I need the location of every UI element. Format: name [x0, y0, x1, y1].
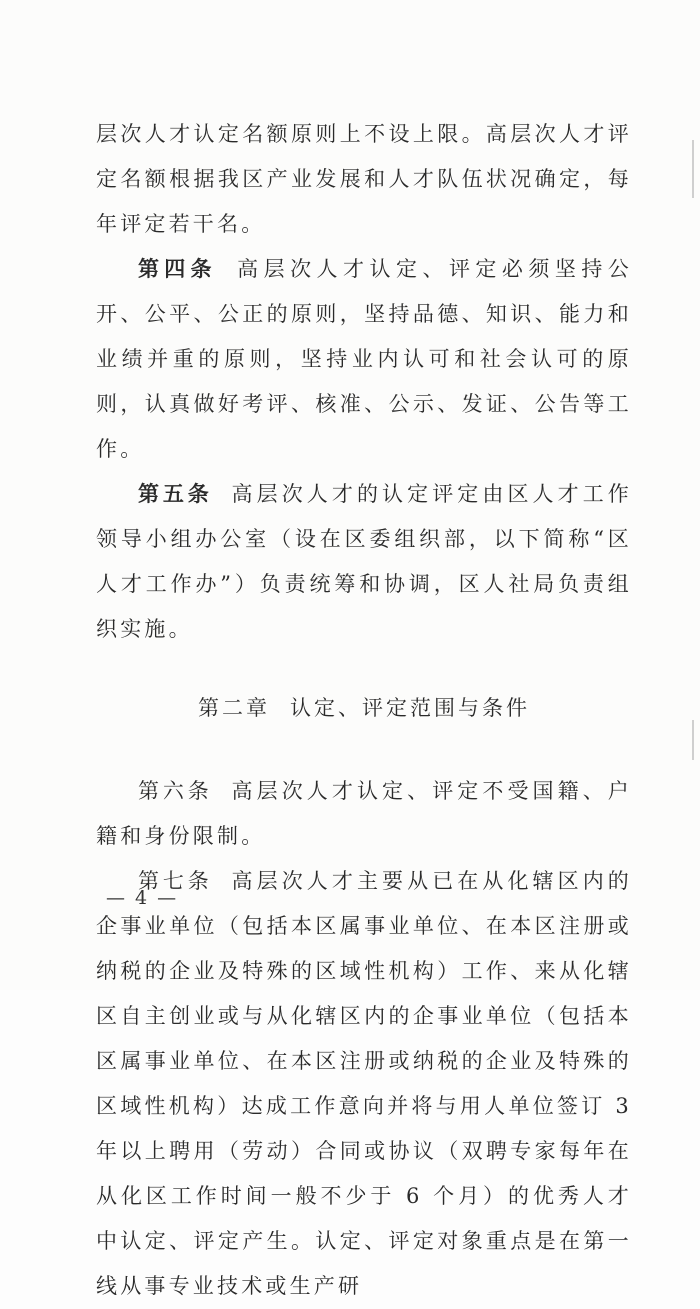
scan-edge-mark	[692, 140, 694, 198]
paragraph-text: 高层次人才认定、评定不受国籍、户籍和身份限制。	[96, 779, 632, 848]
page-number: — 4 —	[106, 887, 179, 909]
document-body	[96, 112, 632, 1309]
article-number: 第五条	[138, 482, 213, 506]
paragraph-continued	[96, 112, 632, 247]
paragraph-text: 高层次人才认定、评定必须坚持公开、公平、公正的原则，坚持品德、知识、能力和业绩并重的原则，坚持业内认可和社会认可的原则，认真做好考评、核准、公示、发证、公告等工作。	[96, 257, 633, 461]
article-7	[96, 859, 632, 1309]
article-number: 第七条	[138, 869, 213, 893]
chapter-number: 第二章	[198, 696, 270, 720]
chapter-title: 认定、评定范围与条件	[290, 696, 530, 720]
article-6	[96, 769, 632, 859]
article-number: 第四条	[138, 257, 217, 281]
chapter-heading	[96, 686, 632, 731]
scan-edge-mark	[692, 720, 694, 760]
paragraph-text: 高层次人才的认定评定由区人才工作领导小组办公室（设在区委组织部，以下简称“区人才工作办”）负责统筹和协调，区人社局负责组织实施。	[96, 482, 632, 641]
paragraph-text: 层次人才认定名额原则上不设上限。高层次人才评定名额根据我区产业发展和人才队伍状况确定，每年评定若干名。	[96, 122, 632, 236]
article-5	[96, 472, 632, 652]
paragraph-text: 高层次人才主要从已在从化辖区内的企事业单位（包括本区属事业单位、在本区注册或纳税的企业及特殊的区域性机构）工作、来从化辖区自主创业或与从化辖区内的企事业单位（包括本区属事业单位、在本区注册或纳税的企业及特殊的区域性机构）达成工作意向并将与用人单位签订 3 年以上聘用（劳动）合同或协议（双聘专家每年在从化区工作时间一般不少于 6 个月）的优秀人才中认定、评定产生。认定、评定对象重点是在第一线从事专业技术或生产研	[96, 869, 632, 1298]
article-4	[96, 247, 632, 472]
article-number: 第六条	[138, 779, 213, 803]
